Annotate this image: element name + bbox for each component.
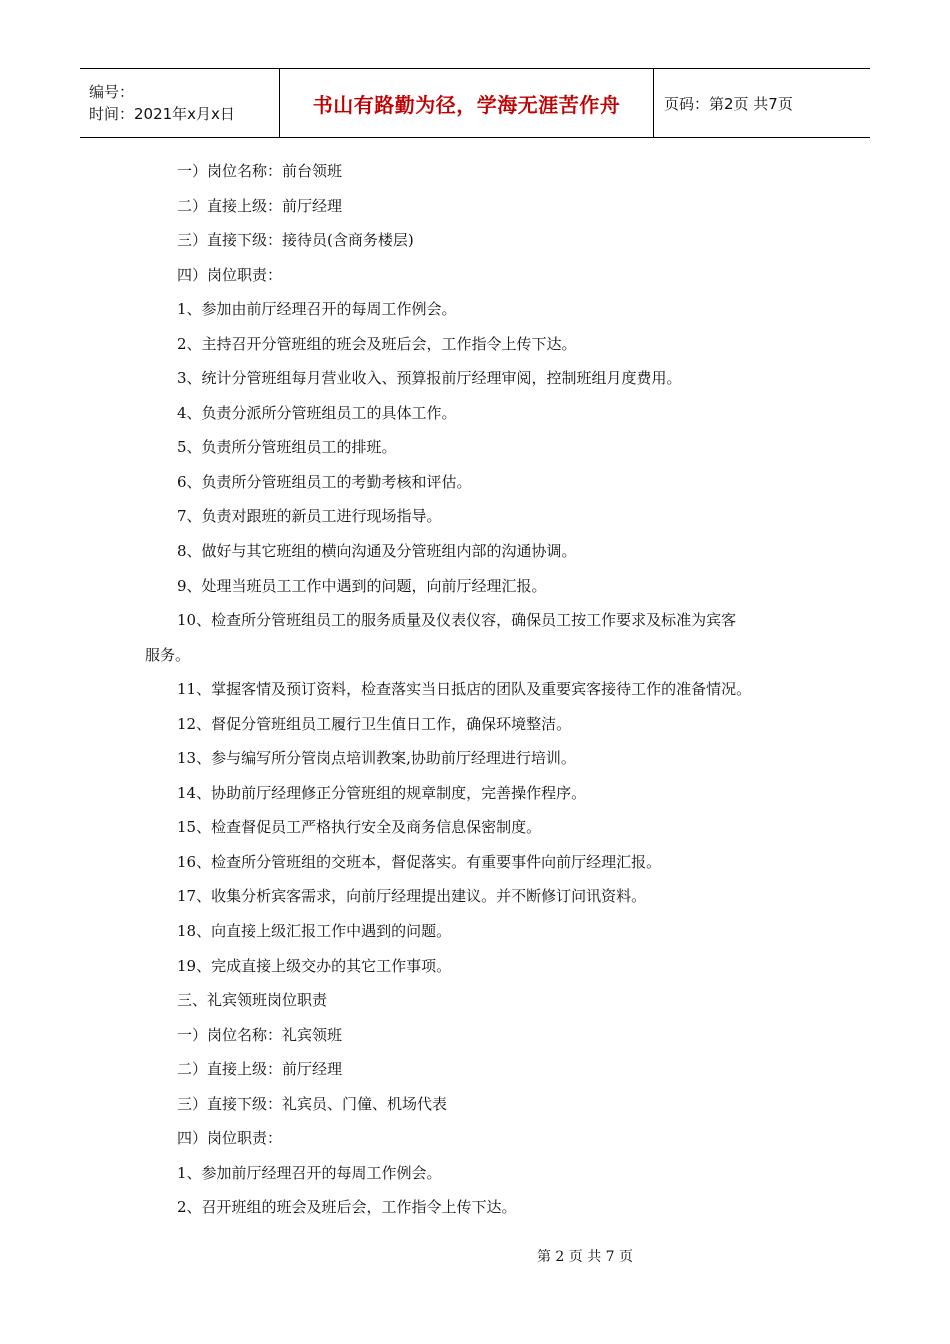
paragraph-line: 四）岗位职责： — [177, 265, 283, 284]
paragraph-line: 2、主持召开分管班组的班会及班后会，工作指令上传下达。 — [177, 334, 577, 353]
paragraph-line: 4、负责分派所分管班组员工的具体工作。 — [177, 403, 457, 422]
header-info-cell — [80, 69, 280, 137]
paragraph-line: 三）直接下级：礼宾员、门僮、机场代表 — [177, 1094, 448, 1113]
paragraph-line: 3、统计分管班组每月营业收入、预算报前厅经理审阅，控制班组月度费用。 — [177, 369, 682, 388]
document-number-label: 编号： — [89, 83, 135, 101]
paragraph-line: 19、完成直接上级交办的其它工作事项。 — [177, 956, 452, 975]
paragraph-line: 四）岗位职责： — [177, 1129, 283, 1148]
paragraph-line: 三）直接下级：接待员(含商务楼层) — [177, 231, 414, 250]
header-page-cell — [654, 69, 870, 137]
paragraph-line: 5、负责所分管班组员工的排班。 — [177, 438, 397, 457]
paragraph-line: 三、礼宾领班岗位职责 — [177, 991, 328, 1010]
paragraph-line: 一）岗位名称：礼宾领班 — [177, 1025, 343, 1044]
page-footer: 第 2 页 共 7 页 — [536, 1249, 634, 1265]
paragraph-line: 二）直接上级：前厅经理 — [177, 1060, 343, 1079]
paragraph-line: 7、负责对跟班的新员工进行现场指导。 — [177, 507, 442, 526]
paragraph-line: 2、召开班组的班会及班后会，工作指令上传下达。 — [177, 1198, 517, 1217]
paragraph-line: 8、做好与其它班组的横向沟通及分管班组内部的沟通协调。 — [177, 542, 577, 561]
paragraph-line: 服务。 — [145, 645, 191, 664]
paragraph-line: 16、检查所分管班组的交班本，督促落实。有重要事件向前厅经理汇报。 — [177, 852, 662, 871]
paragraph-line: 12、督促分管班组员工履行卫生值日工作，确保环境整洁。 — [177, 714, 572, 733]
page-code-label: 页码：第2页 共7页 — [664, 94, 793, 113]
paragraph-line: 10、检查所分管班组员工的服务质量及仪表仪容，确保员工按工作要求及标准为宾客 — [177, 611, 737, 630]
header-motto-cell — [280, 69, 654, 137]
paragraph-line: 11、掌握客情及预订资料，检查落实当日抵店的团队及重要宾客接待工作的准备情况。 — [177, 680, 752, 699]
document-time-label: 时间：2021年x月x日 — [89, 105, 235, 123]
paragraph-line: 一）岗位名称：前台领班 — [177, 162, 343, 180]
motto-text: 书山有路勤为径，学海无涯苦作舟 — [312, 92, 621, 117]
paragraph-line: 二）直接上级：前厅经理 — [177, 196, 343, 215]
paragraph-line: 9、处理当班员工工作中遇到的问题，向前厅经理汇报。 — [177, 576, 547, 595]
document-body — [145, 154, 815, 1225]
paragraph-line: 1、参加前厅经理召开的每周工作例会。 — [177, 1163, 442, 1182]
paragraph-line: 6、负责所分管班组员工的考勤考核和评估。 — [177, 472, 472, 491]
paragraph-line: 18、向直接上级汇报工作中遇到的问题。 — [177, 922, 452, 941]
paragraph-line: 14、协助前厅经理修正分管班组的规章制度，完善操作程序。 — [177, 783, 587, 802]
paragraph-line: 13、参与编写所分管岗点培训教案,协助前厅经理进行培训。 — [177, 749, 576, 768]
paragraph-line: 1、参加由前厅经理召开的每周工作例会。 — [177, 300, 457, 319]
page-header — [80, 68, 870, 138]
paragraph-line: 17、收集分析宾客需求，向前厅经理提出建议。并不断修订问讯资料。 — [177, 887, 647, 906]
paragraph-line: 15、检查督促员工严格执行安全及商务信息保密制度。 — [177, 818, 542, 837]
